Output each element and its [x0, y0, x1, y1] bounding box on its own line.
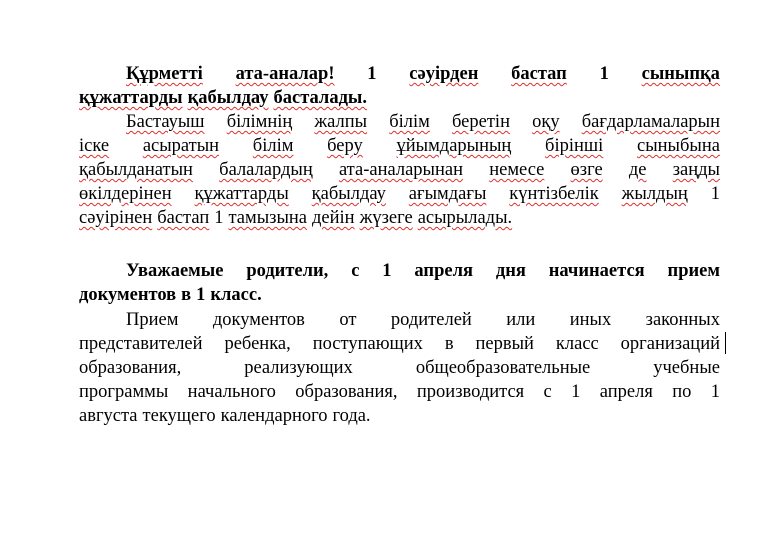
ru-body-line-3: образования, реализующих общеобразовательные учебные — [79, 358, 720, 378]
ru-heading-line-1: Уважаемые родители, с 1 апреля дня начинается прием — [126, 261, 720, 281]
ru-body-line-1: Прием документов от родителей или иных законных — [126, 310, 720, 330]
kz-body-line-3: қабылданатын балалардың ата-аналарынан немесе өзге де заңды — [79, 160, 720, 180]
kz-body-line-4: өкілдерінен құжаттарды қабылдау ағымдағы күнтізбелік жылдың 1 — [79, 184, 720, 204]
ru-body-line-4: программы начального образования, производится с 1 апреля по 1 — [79, 382, 720, 402]
kz-body-line-5: сәуірінен бастап 1 тамызына дейін жүзеге асырылады. — [79, 208, 513, 228]
ru-body-line-2: представителей ребенка, поступающих в первый класс организаций — [79, 334, 720, 354]
ru-body-line-5: августа текущего календарного года. — [79, 406, 371, 426]
kz-body-line-1: Бастауыш білімнің жалпы білім беретін оқу бағдарламаларын — [126, 112, 720, 132]
text-cursor — [725, 332, 726, 354]
kz-heading-line-1: Құрметті ата-аналар! 1 сәуірден бастап 1 сыныпқа — [126, 64, 720, 84]
kz-body-line-2: іске асыратын білім беру ұйымдарының бірінші сыныбына — [79, 136, 720, 156]
kz-heading-line-2: құжаттарды қабылдау басталады. — [79, 88, 367, 108]
ru-heading-line-2: документов в 1 класс. — [79, 285, 262, 305]
